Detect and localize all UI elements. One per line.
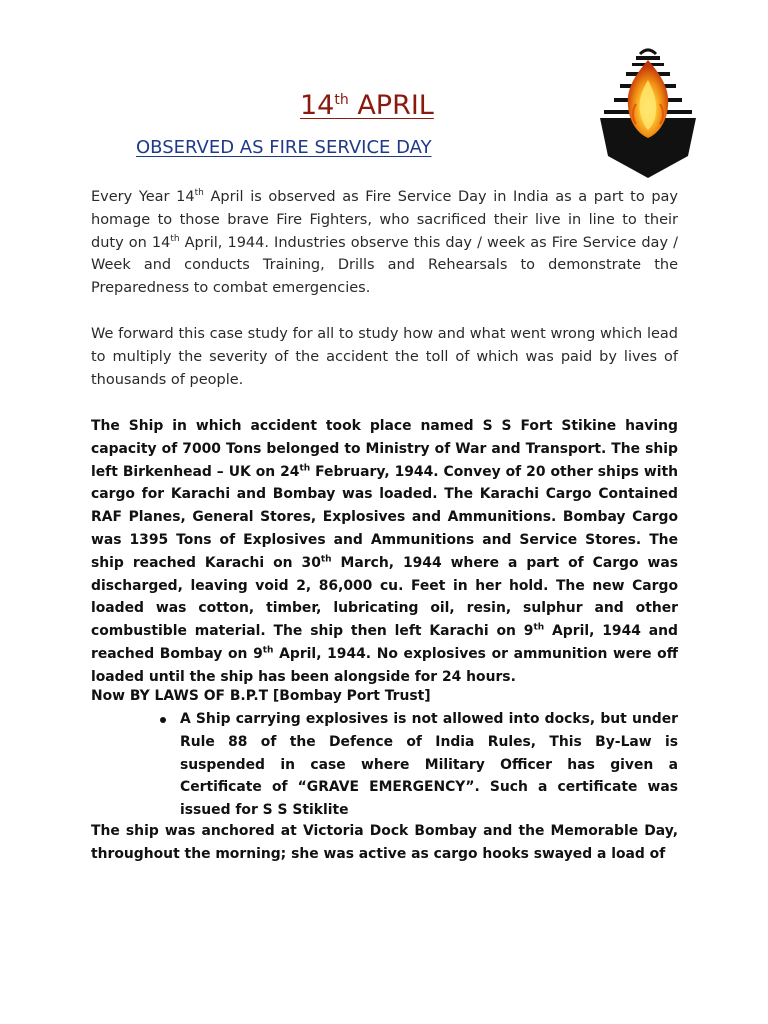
page-subtitle: OBSERVED AS FIRE SERVICE DAY xyxy=(136,137,432,158)
ship-history-text-1: The Ship in which accident took place named S S Fort Stikine having capacity of 7000 Tons belonged to Ministry of War and Transport. The ship left Birkenhead – UK on 24 xyxy=(91,418,678,480)
paragraph-intro xyxy=(91,186,678,300)
paragraph-case-study: We forward this case study for all to study how and what went wrong which lead to multiply the severity of the accident the toll of which was paid by lives of thousands of people. xyxy=(91,326,678,388)
ship-history-text-4: April, 1944 and reached Bombay on 9 xyxy=(91,623,678,662)
ordinal-suffix: th xyxy=(533,622,545,633)
paragraph-intro-text-3: April, 1944. Industries observe this day / week as Fire Service day / Week and conducts Training, Drills and Rehearsals to demonstrate the Preparedness to combat emergencies. xyxy=(91,234,678,297)
ordinal-suffix: th xyxy=(320,554,332,565)
ordinal-suffix: th xyxy=(299,462,311,473)
ordinal-suffix: th xyxy=(194,188,204,199)
bullet-icon xyxy=(160,717,166,723)
bylaws-list xyxy=(160,708,678,822)
title-ordinal-suffix: th xyxy=(334,92,349,108)
list-item xyxy=(160,708,678,822)
ordinal-suffix: th xyxy=(262,645,274,656)
paragraph-victoria-dock: The ship was anchored at Victoria Dock Bombay and the Memorable Day, throughout the morning; she was active as cargo hooks swayed a load of xyxy=(91,823,678,862)
title-number: 14 xyxy=(300,90,335,121)
ship-history-text-5: April, 1944. No explosives or ammunition were off loaded until the ship has been alongside for 24 hours. xyxy=(91,645,678,685)
paragraph-intro-text-1: Every Year 14 xyxy=(91,189,195,205)
paragraph-intro-text-2: April is observed as Fire Service Day in India as a part to pay homage to those brave Fire Fighters, who sacrificed their live in line to their duty on 14 xyxy=(91,189,678,251)
page-title xyxy=(300,90,452,122)
bylaws-heading: Now BY LAWS OF B.P.T [Bombay Port Trust] xyxy=(91,688,431,704)
ordinal-suffix: th xyxy=(170,233,180,244)
title-month: APRIL xyxy=(348,90,434,121)
fire-service-logo-icon xyxy=(596,44,700,180)
ship-history-text-2: February, 1944. Convey of 20 other ships with cargo for Karachi and Bombay was loaded. The Karachi Cargo Contained RAF Planes, General Stores, Explosives and Ammunitions. Bombay Cargo was 1395 Tons of Explosives and Ammunitions and Service Stores. The ship reached Karachi on 30 xyxy=(91,463,678,571)
ship-history-text-3: March, 1944 where a part of Cargo was discharged, leaving void 2, 86,000 cu. Feet in her hold. The new Cargo loaded was cotton, timber, lubricating oil, resin, sulphur and other combustible material. The ship then left Karachi on 9 xyxy=(91,554,678,640)
paragraph-ship-history xyxy=(91,415,678,689)
list-item-text: A Ship carrying explosives is not allowed into docks, but under Rule 88 of the Defence of India Rules, This By-Law is suspended in case where Military Officer has given a Certificate of “GRAVE EMERGENCY”. Such a certificate was issued for S S Stiklite xyxy=(180,711,678,819)
